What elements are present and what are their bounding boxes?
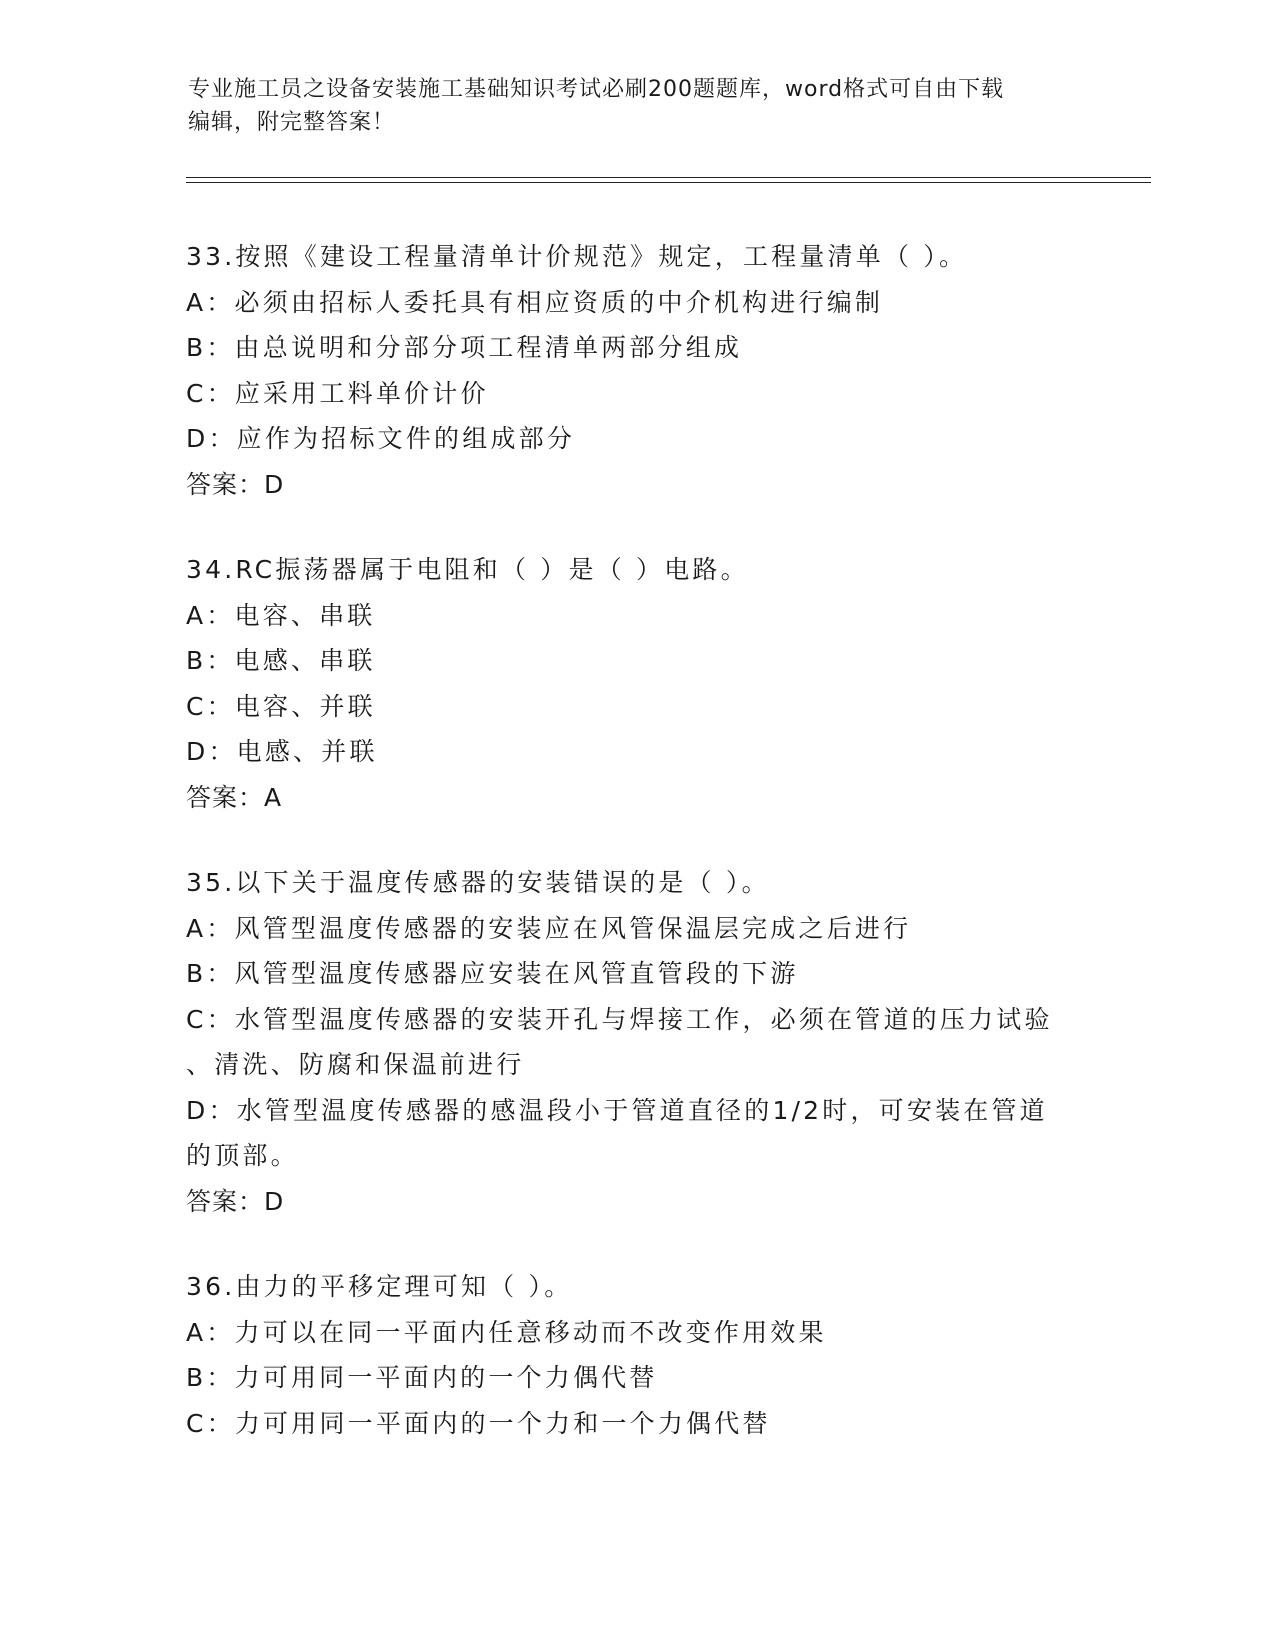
- option-a: A：必须由招标人委托具有相应资质的中介机构进行编制: [186, 287, 884, 317]
- question-36: [186, 1264, 1086, 1446]
- question-stem: 35.以下关于温度传感器的安装错误的是（ ）。: [186, 868, 770, 897]
- option-a: A：力可以在同一平面内任意移动而不改变作用效果: [186, 1317, 827, 1347]
- header-divider-bottom: [186, 182, 1151, 183]
- header-title-line-1: 专业施工员之设备安装施工基础知识考试必刷200题题库，word格式可自由下载: [188, 77, 1005, 102]
- question-35: [186, 860, 1086, 1224]
- option-d: D：水管型温度传感器的感温段小于管道直径的1/2时，可安装在管道: [186, 1095, 1048, 1125]
- option-d-continued: 的顶部。: [186, 1141, 299, 1170]
- question-stem: 36.由力的平移定理可知（ ）。: [186, 1272, 573, 1301]
- question-33: [186, 234, 1086, 507]
- option-b: B：力可用同一平面内的一个力偶代替: [186, 1363, 658, 1392]
- option-c: C：电容、并联: [186, 691, 376, 721]
- option-a: A：风管型温度传感器的安装应在风管保温层完成之后进行: [186, 913, 912, 943]
- answer-text: 答案：D: [186, 1186, 285, 1216]
- question-stem: 34.RC振荡器属于电阻和（ ）是（ ）电路。: [186, 555, 749, 584]
- document-header: [188, 73, 1088, 139]
- option-d: D：应作为招标文件的组成部分: [186, 424, 576, 453]
- option-b: B：由总说明和分部分项工程清单两部分组成: [186, 333, 743, 362]
- option-c: C：水管型温度传感器的安装开孔与焊接工作，必须在管道的压力试验: [186, 1004, 1053, 1034]
- option-c: C：应采用工料单价计价: [186, 378, 489, 408]
- option-b: B：电感、串联: [186, 646, 376, 675]
- answer-text: 答案：A: [186, 782, 283, 812]
- option-b: B：风管型温度传感器应安装在风管直管段的下游: [186, 959, 799, 988]
- header-divider-top: [186, 177, 1151, 178]
- header-title-line-2: 编辑，附完整答案！: [188, 110, 396, 135]
- question-34: [186, 547, 1086, 820]
- option-c-continued: 、清洗、防腐和保温前进行: [186, 1050, 525, 1079]
- option-a: A：电容、串联: [186, 600, 376, 630]
- option-c: C：力可用同一平面内的一个力和一个力偶代替: [186, 1408, 771, 1438]
- question-stem: 33.按照《建设工程量清单计价规范》规定，工程量清单（ ）。: [186, 242, 968, 271]
- answer-text: 答案：D: [186, 469, 285, 499]
- option-d: D：电感、并联: [186, 737, 378, 766]
- question-list: [186, 234, 1086, 1486]
